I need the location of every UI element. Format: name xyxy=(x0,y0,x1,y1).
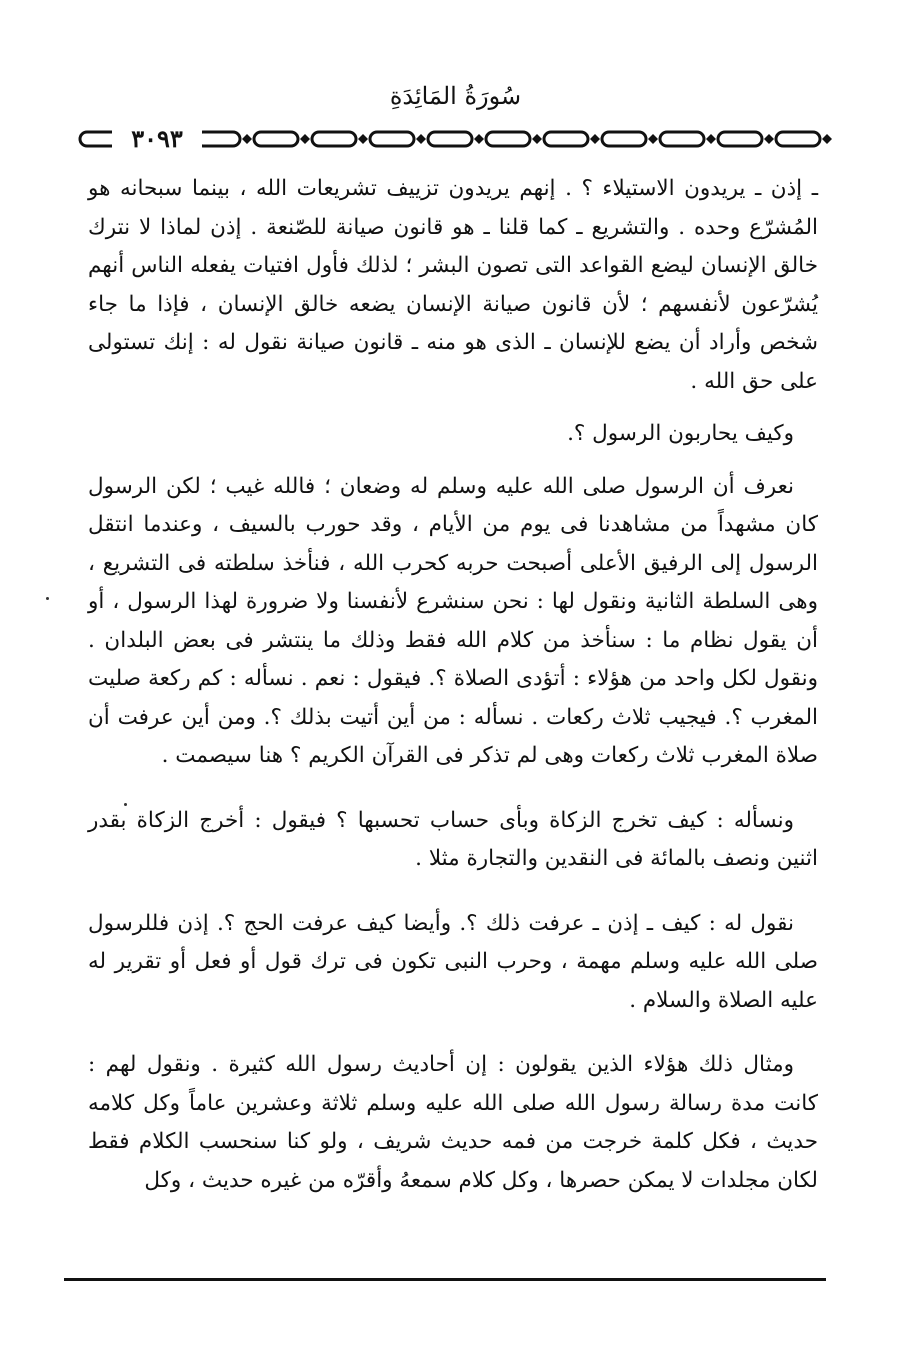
stray-mark xyxy=(46,597,49,600)
paragraph-3: نعرف أن الرسول صلى الله عليه وسلم له وضعان ؛ فالله غيب ؛ لكن الرسول كان مشهداً من مشاهدنا فى يوم من الأيام ، وقد حورب بالسيف ، وعندما انتقل الرسول إلى الرفيق الأعلى أصبحت حربه كحرب الله ، فنأخذ سلطته فى التشريع ، وهى السلطة الثانية ونقول لها : نحن سنشرع لأنفسنا ولا ضرورة لهذا الرسول ، أو أن يقول نظام ما : سنأخذ من كلام الله فقط وذلك ما ينتشر فى بعض البلدان . ونقول لكل واحد من هؤلاء : أتؤدى الصلاة ؟. فيقول : نعم . نسأله : كم ركعة صليت المغرب ؟. فيجيب ثلاث ركعات . نسأله : من أين أتيت بذلك ؟. ومن أين عرفت أن صلاة المغرب ثلاث ركعات وهى لم تذكر فى القرآن الكريم ؟ هنا سيصمت . xyxy=(88,473,818,768)
chain-link xyxy=(196,132,240,146)
page-body xyxy=(88,170,818,1200)
chain-link xyxy=(776,132,820,146)
chain-link xyxy=(428,132,472,146)
chain-link xyxy=(486,132,530,146)
footer-rule xyxy=(64,1278,826,1281)
chain-diamond xyxy=(416,134,426,144)
paragraph-5: نقول له : كيف ـ إذن ـ عرفت ذلك ؟. وأيضا كيف عرفت الحج ؟. إذن فللرسول صلى الله عليه وسلم مهمة ، وحرب النبى تكون فى ترك قول أو فعل أو تقرير له عليه الصلاة والسلام . xyxy=(88,910,818,1013)
chain-diamond xyxy=(706,134,716,144)
chain-link xyxy=(370,132,414,146)
chain-link xyxy=(312,132,356,146)
paragraph-6: ومثال ذلك هؤلاء الذين يقولون : إن أحاديث رسول الله كثيرة . ونقول لهم : كانت مدة رسالة رسول الله صلى الله عليه وسلم ثلاثة وعشرين عاماً وكل كلامه حديث ، فكل كلمة خرجت من فمه حديث شريف ، ولو كنا سنحسب الكلام فقط لكان مجلدات لا يمكن حصرها ، وكل كلام سمعهُ وأقرّه من غيره حديث ، وكل xyxy=(88,1052,818,1193)
chain-link xyxy=(254,132,298,146)
chain-link xyxy=(718,132,762,146)
chain-diamond xyxy=(822,134,832,144)
paragraph-4: ونسأله : كيف تخرج الزكاة وبأى حساب تحسبها ؟ فيقول : أخرج الزكاة بقدر اثنين ونصف بالمائة فى النقدين والتجارة مثلا . xyxy=(88,807,818,871)
surah-title: سُورَةُ المَائِدَةِ xyxy=(389,82,522,110)
page-number: ٣٠٩٣ xyxy=(112,124,202,154)
chain-diamond xyxy=(242,134,252,144)
chain-link xyxy=(602,132,646,146)
chain-diamond xyxy=(764,134,774,144)
paragraph-1: ـ إذن ـ يريدون الاستيلاء ؟ . إنهم يريدون تزييف تشريعات الله ، بينما سبحانه هو المُشرّع وحده . والتشريع ـ كما قلنا ـ هو قانون صيانة للصّنعة . إذن لماذا لا نترك خالق الإنسان ليضع القواعد التى تصون البشر ؛ لذلك فأول افتيات يفعله الناس أنهم يُشرّعون لأنفسهم ؛ لأن قانون صيانة الإنسان يضعه خالق الإنسان ، فإذا ما جاء شخص وأراد أن يضع للإنسان ـ الذى هو منه ـ قانون صيانة نقول له : إنك تستولى على حق الله . xyxy=(88,176,818,394)
chain-diamond xyxy=(300,134,310,144)
chain-diamond xyxy=(590,134,600,144)
chain-diamond xyxy=(358,134,368,144)
chain-link xyxy=(660,132,704,146)
stray-mark xyxy=(124,803,127,806)
chain-diamond xyxy=(648,134,658,144)
chain-diamond xyxy=(532,134,542,144)
paragraph-2: وكيف يحاربون الرسول ؟. xyxy=(567,421,794,446)
chain-diamond xyxy=(474,134,484,144)
chain-link xyxy=(544,132,588,146)
